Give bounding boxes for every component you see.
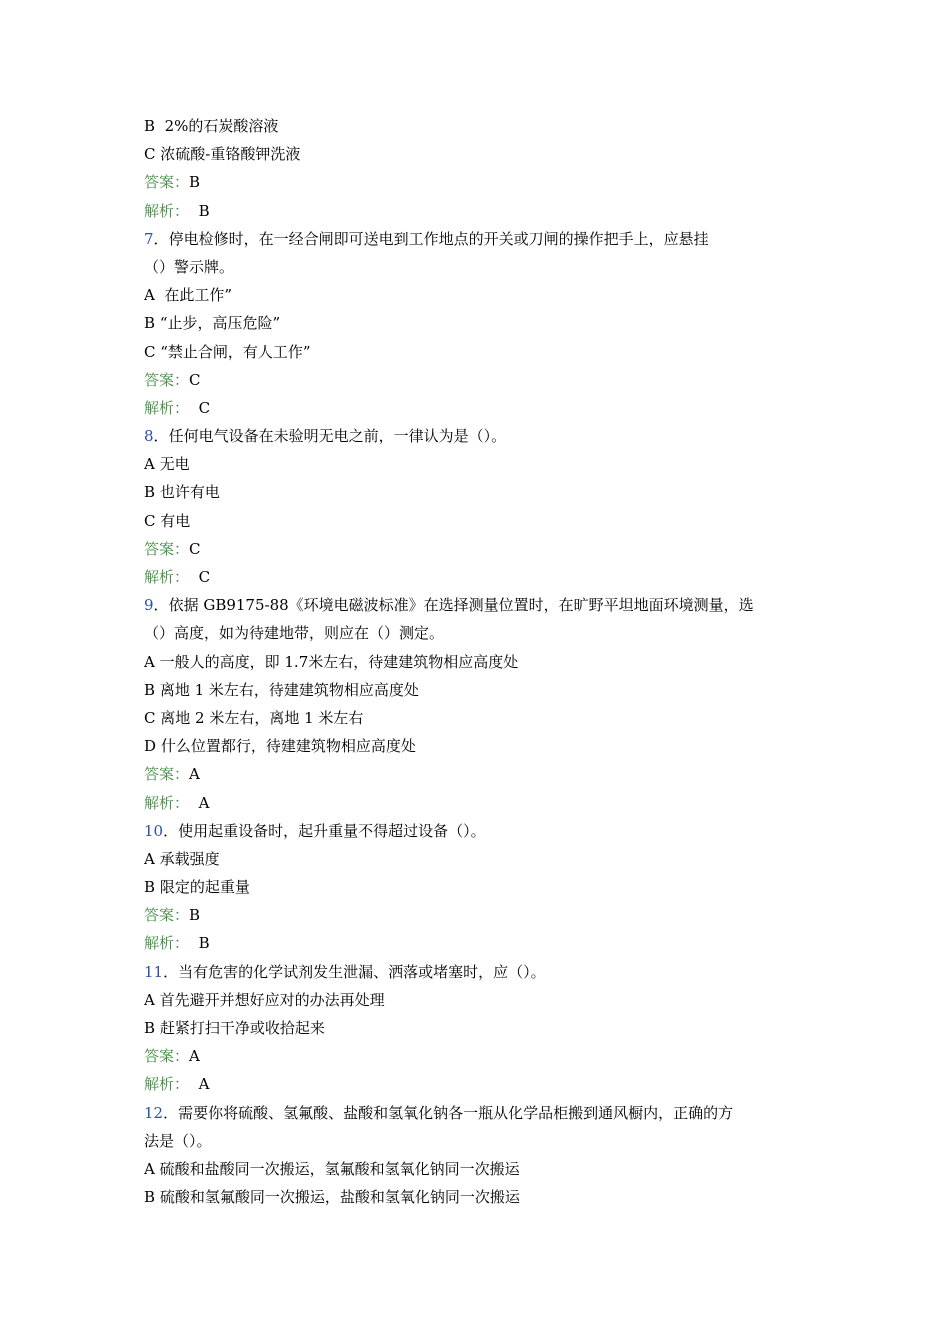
q8-option-a: A 无电 (144, 455, 190, 474)
q8-stem-line-1: 8．任何电气设备在未验明无电之前，一律认为是（）。 (144, 427, 507, 446)
q7-stem-line-1: 7．停电检修时，在一经合闸即可送电到工作地点的开关或刀闸的操作把手上，应悬挂 (144, 229, 709, 248)
q6-option-c: C 浓硫酸-重铬酸钾洗液 (144, 145, 301, 164)
q11-analysis: 解析： A (144, 1075, 210, 1094)
q11-option-b: B 赶紧打扫干净或收拾起来 (144, 1019, 325, 1037)
q7-analysis: 解析： C (144, 398, 211, 417)
q11-stem-line-1: 11．当有危害的化学试剂发生泄漏、洒落或堵塞时，应（）。 (144, 962, 546, 981)
q8-option-c: C 有电 (144, 511, 191, 530)
q9-analysis: 解析： A (144, 793, 210, 812)
q10-stem-line-1: 10．使用起重设备时，起升重量不得超过设备（）。 (144, 821, 486, 840)
q7-option-b: B “止步，高压危险” (144, 314, 281, 333)
q11-answer: 答案：A (144, 1047, 200, 1066)
q9-option-b: B 离地 1 米左右，待建建筑物相应高度处 (144, 680, 419, 699)
q9-stem-line-2: （）高度，如为待建地带，则应在（）测定。 (144, 624, 445, 643)
q10-answer: 答案：B (144, 906, 201, 925)
q12-stem-line-2: 法是（）。 (144, 1131, 212, 1150)
q12-option-b: B 硫酸和氢氟酸同一次搬运，盐酸和氢氧化钠同一次搬运 (144, 1188, 520, 1207)
q12-option-a: A 硫酸和盐酸同一次搬运，氢氟酸和氢氧化钠同一次搬运 (144, 1159, 520, 1178)
q8-answer: 答案：C (144, 539, 201, 558)
q12-stem-line-1: 12．需要你将硫酸、氢氟酸、盐酸和氢氧化钠各一瓶从化学品柜搬到通风橱内，正确的方 (144, 1103, 734, 1122)
q9-option-d: D 什么位置都行，待建建筑物相应高度处 (144, 737, 416, 756)
q6-option-b: B 2%的石炭酸溶液 (144, 117, 279, 135)
q6-answer: 答案：B (144, 173, 201, 192)
q7-answer: 答案：C (144, 370, 201, 389)
q7-option-a: A 在此工作” (144, 286, 233, 305)
q10-option-b: B 限定的起重量 (144, 878, 250, 897)
q7-option-c: C “禁止合闸，有人工作” (144, 342, 311, 361)
q10-analysis: 解析： B (144, 934, 210, 953)
q6-analysis: 解析： B (144, 201, 210, 220)
q8-analysis: 解析： C (144, 568, 211, 586)
q10-option-a: A 承载强度 (144, 849, 220, 868)
q9-answer: 答案：A (144, 765, 200, 784)
q7-stem-line-2: （）警示牌。 (144, 257, 235, 276)
q9-stem-line-1: 9．依据 GB9175-88《环境电磁波标准》在选择测量位置时，在旷野平坦地面环境测量，选 (144, 596, 754, 615)
q9-option-c: C 离地 2 米左右，离地 1 米左右 (144, 708, 364, 727)
q9-option-a: A 一般人的高度，即 1.7米左右，待建建筑物相应高度处 (144, 652, 519, 671)
question-list (144, 112, 809, 1211)
q11-option-a: A 首先避开并想好应对的办法再处理 (144, 990, 385, 1009)
q8-option-b: B 也许有电 (144, 483, 220, 502)
